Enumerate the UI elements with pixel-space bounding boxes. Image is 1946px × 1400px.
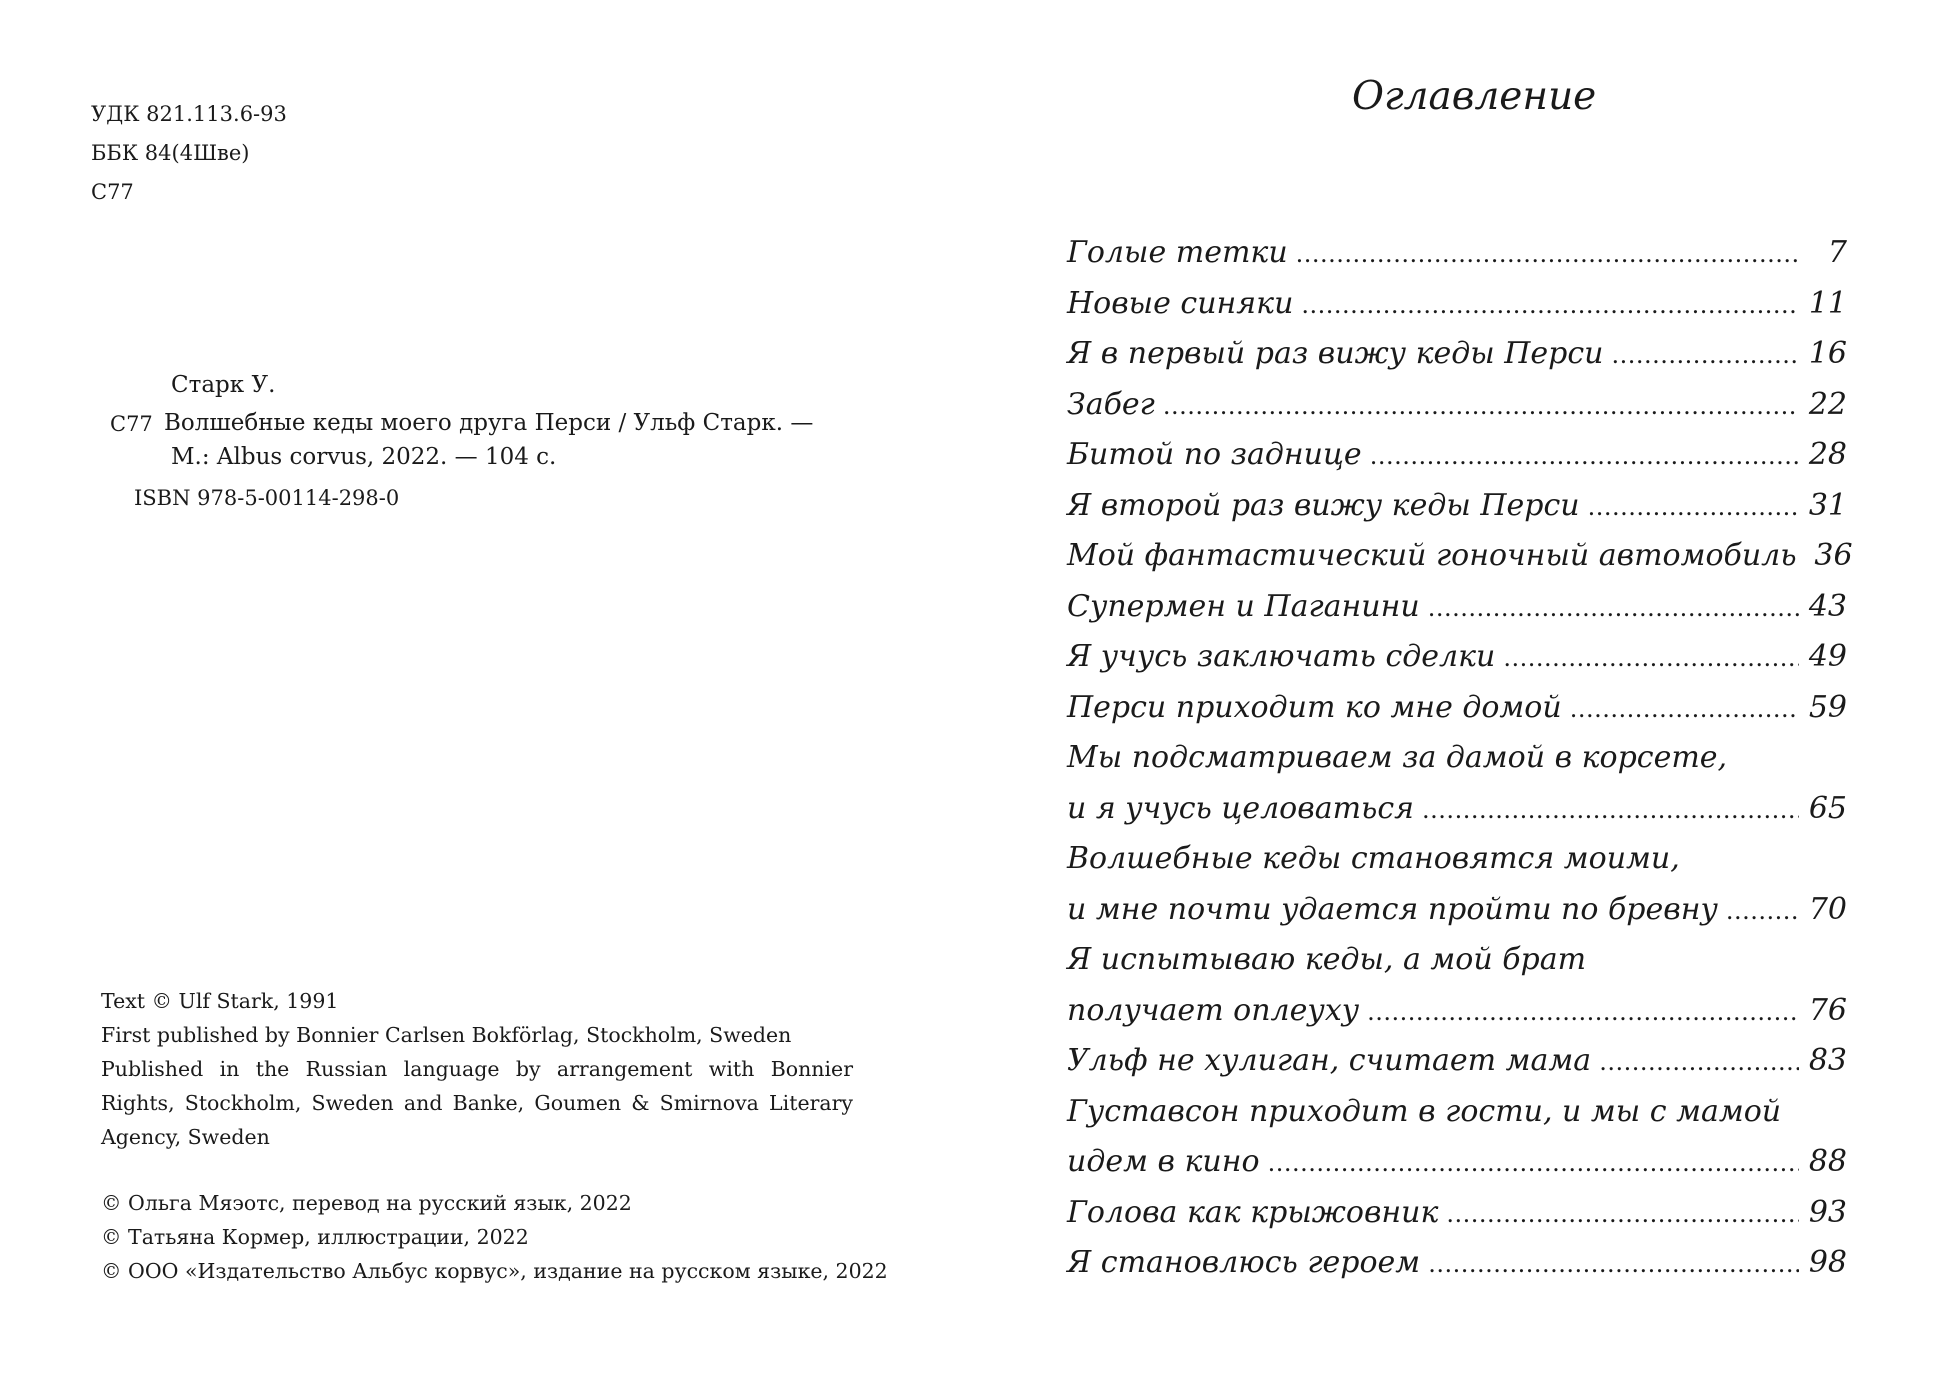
toc-entry-page: 70 (1808, 891, 1847, 927)
toc-entry-page: 98 (1808, 1245, 1847, 1280)
toc-entry-page: 93 (1808, 1194, 1847, 1230)
toc-entry[interactable] (1067, 1238, 1847, 1289)
toc-entry-title-line1: Волшебные кеды становятся моими, (1067, 841, 1680, 876)
toc-entry-page: 28 (1808, 437, 1847, 472)
dot-leader (1726, 886, 1799, 937)
bibliography-title: Волшебные кеды моего друга Перси / Ульф Старк. — (164, 410, 814, 436)
toc-entry[interactable] (1067, 380, 1847, 431)
bibliography-imprint: М.: Albus corvus, 2022. — 104 с. (171, 444, 557, 470)
arrangement-notice: Published in the Russian language by arrangement with Bonnier Rights, Stockholm, Sweden and Banke, Goumen & Smirnova Literary Agency, Sweden (101, 1057, 853, 1149)
toc-title: Оглавление (1352, 74, 1597, 119)
toc-entry-title: Мой фантастический гоночный автомобиль (1067, 538, 1797, 573)
toc-entry-page: 49 (1808, 639, 1847, 674)
copyright-translation: © Ольга Мяэотс, перевод на русский язык, 2022 (101, 1191, 632, 1215)
dot-leader (1370, 431, 1799, 482)
toc-entry-title: и я учусь целоваться (1067, 790, 1415, 826)
bbk-code: ББК 84(4Шве) (91, 141, 250, 165)
dot-leader (1446, 1189, 1799, 1240)
dot-leader (1588, 482, 1799, 533)
toc-entry-title: Голова как крыжовник (1067, 1194, 1439, 1230)
dot-leader (1163, 381, 1799, 432)
text-copyright: Text © Ulf Stark, 1991 (101, 989, 339, 1013)
dot-leader (1612, 330, 1800, 381)
toc-entry-page: 7 (1827, 235, 1847, 270)
dot-leader (1503, 633, 1799, 684)
toc-entry[interactable] (1067, 784, 1847, 835)
toc-entry-title: Забег (1067, 386, 1155, 422)
toc-entry-title: Новые синяки (1067, 285, 1294, 321)
toc-entry-page: 88 (1808, 1144, 1847, 1179)
toc-entry-page: 16 (1808, 336, 1847, 371)
toc-entry[interactable] (1067, 329, 1847, 380)
toc-entry-page: 11 (1808, 285, 1847, 321)
toc-entry-title: Я второй раз вижу кеды Перси (1067, 487, 1580, 523)
toc-entry[interactable] (1067, 279, 1847, 330)
toc-entry-page: 76 (1808, 992, 1847, 1028)
toc-entry-title: идем в кино (1067, 1144, 1260, 1179)
toc-entry-title-line1: Мы подсматриваем за дамой в корсете, (1067, 740, 1728, 775)
toc-entry-first-line[interactable] (1067, 834, 1847, 885)
toc-entry-title: и мне почти удается пройти по бревну (1067, 891, 1718, 927)
udk-code: УДК 821.113.6-93 (91, 102, 287, 126)
toc-entry-title: Я становлюсь героем (1067, 1245, 1421, 1280)
first-published: First published by Bonnier Carlsen Bokförlag, Stockholm, Sweden (101, 1023, 792, 1047)
toc-entry[interactable] (1067, 582, 1847, 633)
toc-entry-first-line[interactable] (1067, 1087, 1847, 1138)
toc-entry[interactable] (1067, 481, 1847, 532)
dot-leader (1570, 684, 1799, 735)
dot-leader (1268, 1138, 1799, 1189)
toc-entry-title: Голые тетки (1067, 235, 1288, 270)
toc-entry[interactable] (1067, 1036, 1847, 1087)
bibliography-code: С77 (110, 412, 153, 436)
toc-entry-page: 83 (1808, 1043, 1847, 1078)
bibliography-author: Старк У. (171, 372, 276, 398)
toc-entry[interactable] (1067, 531, 1853, 582)
toc-entry[interactable] (1067, 1137, 1847, 1188)
toc-entry-page: 65 (1808, 790, 1847, 826)
author-sign: С77 (91, 180, 134, 204)
toc-entry-title: Перси приходит ко мне домой (1067, 689, 1562, 725)
toc-entry[interactable] (1067, 986, 1847, 1037)
toc-entry-page: 31 (1808, 487, 1847, 523)
dot-leader (1367, 987, 1799, 1038)
copyright-illustrations: © Татьяна Кормер, иллюстрации, 2022 (101, 1225, 529, 1249)
dot-leader (1428, 1239, 1799, 1290)
toc-entry[interactable] (1067, 683, 1847, 734)
toc-entry-first-line[interactable] (1067, 733, 1847, 784)
dot-leader (1422, 785, 1799, 836)
copyright-publisher: © ООО «Издательство Альбус корвус», издание на русском языке, 2022 (101, 1259, 888, 1283)
toc-entry-title: Супермен и Паганини (1067, 588, 1420, 624)
copyright-block (101, 1186, 888, 1288)
toc-entry[interactable] (1067, 632, 1847, 683)
toc-entry-page: 36 (1814, 538, 1853, 573)
toc-entry-title: Ульф не хулиган, считает мама (1067, 1043, 1592, 1078)
toc-entry[interactable] (1067, 228, 1847, 279)
toc-entry-title: Я в первый раз вижу кеды Перси (1067, 336, 1604, 371)
toc-entry-page: 43 (1808, 588, 1847, 624)
dot-leader (1301, 280, 1799, 331)
isbn: ISBN 978-5-00114-298-0 (134, 486, 400, 510)
toc-entry-title: получает оплеуху (1067, 992, 1360, 1028)
dot-leader (1599, 1037, 1799, 1088)
dot-leader (1428, 583, 1799, 634)
rights-block (101, 984, 853, 1154)
toc-entry-title-line1: Густавсон приходит в гости, и мы с мамой (1067, 1093, 1782, 1129)
toc-entry-page: 22 (1808, 386, 1847, 422)
toc-entry[interactable] (1067, 1188, 1847, 1239)
toc-entry[interactable] (1067, 885, 1847, 936)
toc-entry-title-line1: Я испытываю кеды, а мой брат (1067, 942, 1587, 977)
table-of-contents (1067, 228, 1853, 1289)
toc-entry-title: Битой по заднице (1067, 437, 1362, 472)
toc-entry-page: 59 (1808, 689, 1847, 725)
toc-entry[interactable] (1067, 430, 1847, 481)
dot-leader (1296, 229, 1799, 280)
toc-entry-first-line[interactable] (1067, 935, 1847, 986)
toc-entry-title: Я учусь заключать сделки (1067, 639, 1496, 674)
